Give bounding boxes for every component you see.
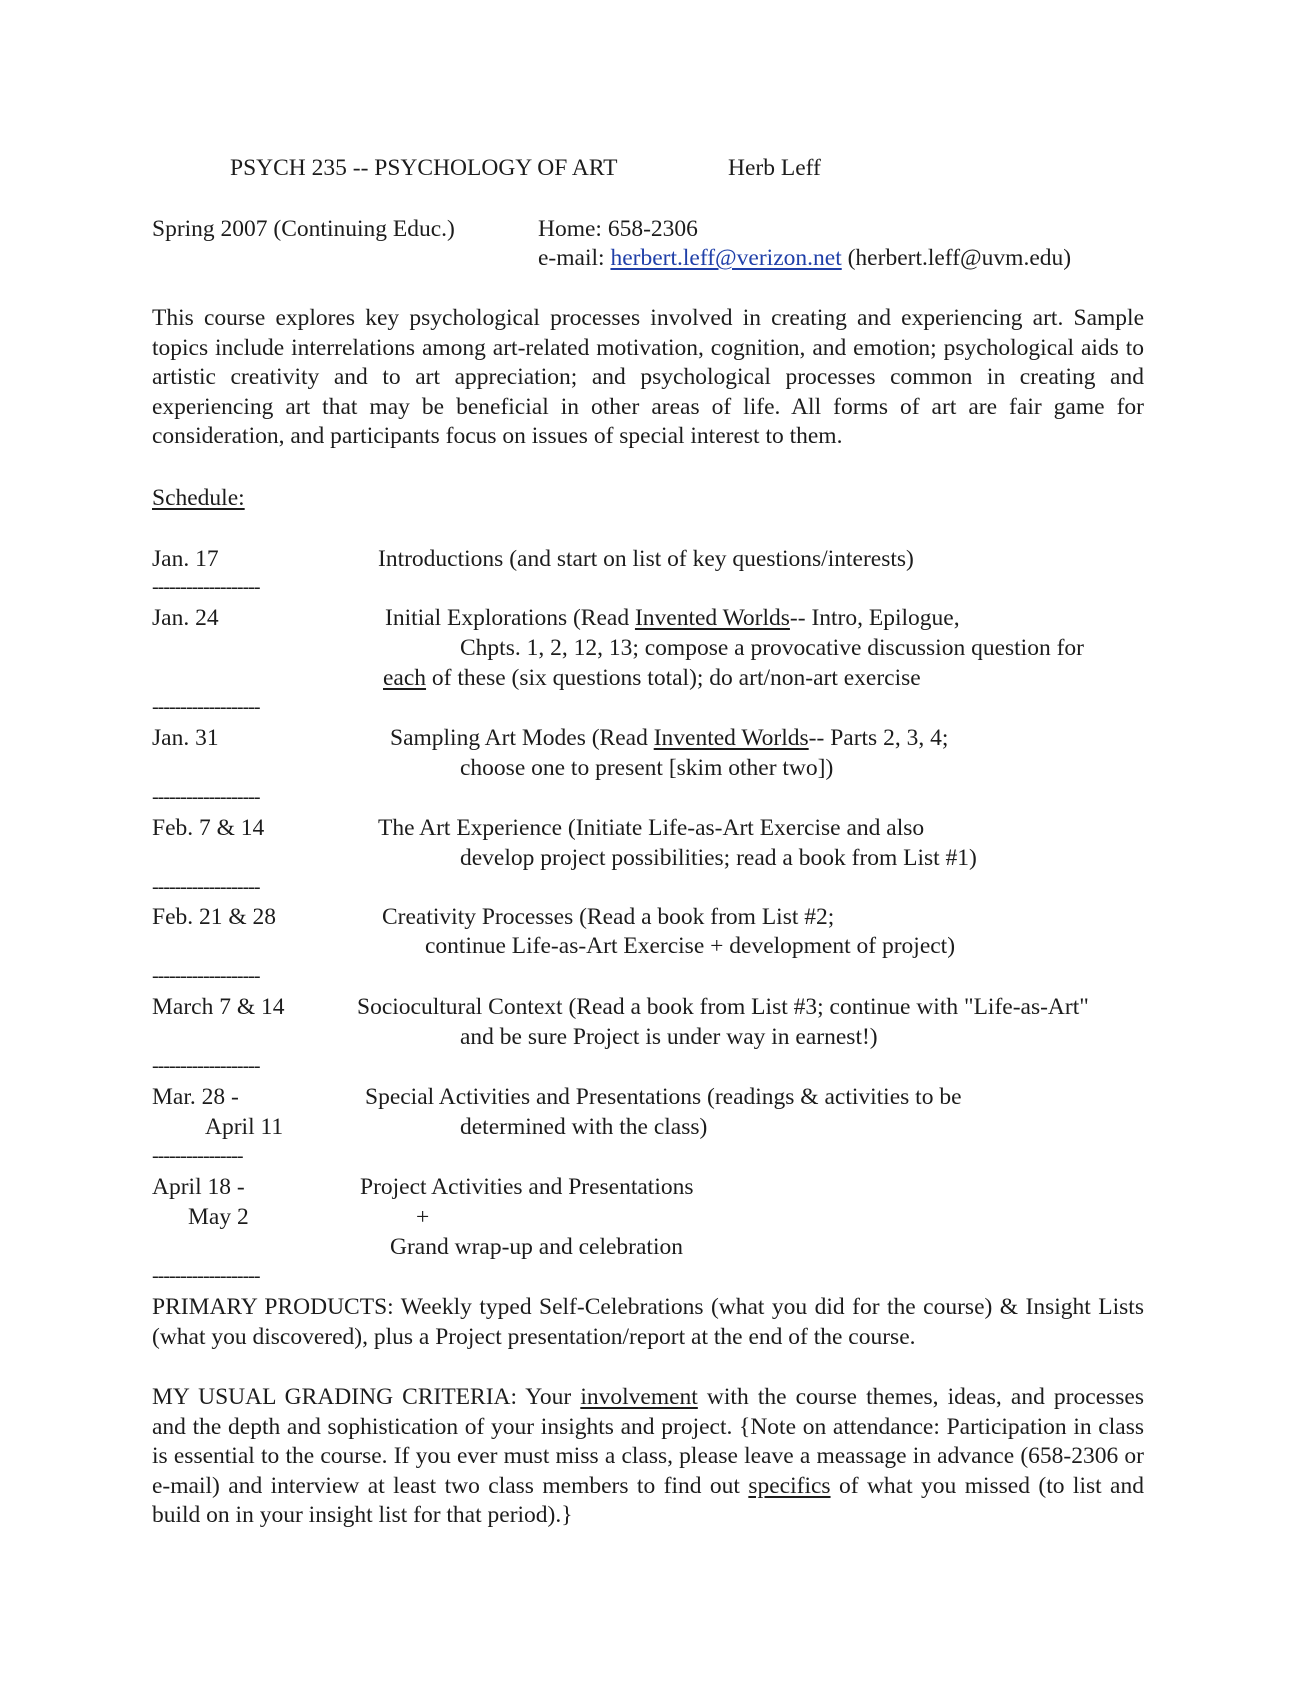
schedule-detail bbox=[383, 664, 921, 694]
schedule-date: Feb. 21 & 28 bbox=[152, 904, 277, 930]
schedule-topic: Special Activities and Presentations (readings & activities to be bbox=[365, 1084, 962, 1110]
home-phone: Home: 658-2306 bbox=[538, 216, 698, 242]
email-link[interactable]: herbert.leff@verizon.net bbox=[610, 245, 842, 271]
course-description: This course explores key psychological processes involved in creating and experiencing art. Sample topics include interrelations among art-related motivation, cognition, and emotion; psychological aids to artistic creativity and to art appreciation; and psychological processes common in creating and experiencing art that may be beneficial in other areas of life. All forms of art are fair game for consideration, and participants focus on issues of special interest to them. bbox=[152, 305, 1144, 449]
schedule-date: April 18 - bbox=[152, 1174, 245, 1200]
emphasis-specifics: specifics bbox=[748, 1472, 831, 1499]
schedule-detail: determined with the class) bbox=[460, 1114, 708, 1140]
email-alt: (herbert.leff@uvm.edu) bbox=[841, 245, 1072, 271]
schedule-divider: ------------------- bbox=[152, 576, 260, 598]
schedule-detail: continue Life-as-Art Exercise + development of project) bbox=[425, 933, 956, 959]
schedule-topic: The Art Experience (Initiate Life-as-Art Exercise and also bbox=[378, 815, 925, 841]
grading-text: of what you missed (to list and build on in your insight list for that period).} bbox=[152, 1472, 1144, 1528]
schedule-detail: choose one to present [skim other two]) bbox=[460, 755, 834, 781]
schedule-divider: ---------------- bbox=[152, 1145, 243, 1167]
book-title: Invented Worlds bbox=[634, 605, 790, 631]
primary-products: PRIMARY PRODUCTS: Weekly typed Self-Celebrations (what you did for the course) & Insight Lists (what you discovered), plus a Project presentation/report at the end of the course. bbox=[152, 1294, 1144, 1350]
topic-text: -- Intro, Epilogue, bbox=[789, 605, 960, 631]
schedule-divider: ------------------- bbox=[152, 696, 260, 718]
course-title: PSYCH 235 -- PSYCHOLOGY OF ART bbox=[230, 155, 618, 181]
schedule-divider: ------------------- bbox=[152, 786, 260, 808]
topic-text: of these (six questions total); do art/non-art exercise bbox=[426, 665, 921, 691]
schedule-date: Feb. 7 & 14 bbox=[152, 815, 265, 841]
schedule-divider: ------------------- bbox=[152, 1265, 260, 1287]
schedule-date: Jan. 17 bbox=[152, 546, 219, 572]
schedule-plus: + bbox=[416, 1204, 430, 1230]
schedule-divider: ------------------- bbox=[152, 965, 260, 987]
book-title: Invented Worlds bbox=[653, 725, 809, 751]
schedule-detail: develop project possibilities; read a book from List #1) bbox=[460, 845, 977, 871]
schedule-heading: Schedule: bbox=[152, 485, 245, 511]
schedule-topic: Project Activities and Presentations bbox=[360, 1174, 694, 1200]
schedule-date: Mar. 28 - bbox=[152, 1084, 239, 1110]
schedule-topic: Creativity Processes (Read a book from List #2; bbox=[382, 904, 835, 930]
schedule-topic: Sociocultural Context (Read a book from List #3; continue with "Life-as-Art" bbox=[357, 994, 1089, 1020]
topic-text: Sampling Art Modes (Read bbox=[390, 725, 654, 751]
schedule-date: Jan. 24 bbox=[152, 605, 219, 631]
schedule-detail: Grand wrap-up and celebration bbox=[390, 1234, 683, 1260]
schedule-date-end: April 11 bbox=[205, 1114, 284, 1140]
schedule-date: Jan. 31 bbox=[152, 725, 219, 751]
instructor-name: Herb Leff bbox=[728, 155, 821, 181]
email-line bbox=[538, 244, 1071, 274]
schedule-divider: ------------------- bbox=[152, 1055, 260, 1077]
schedule-topic bbox=[390, 724, 948, 754]
schedule-date-end: May 2 bbox=[188, 1204, 249, 1230]
emphasis-each: each bbox=[383, 665, 427, 691]
schedule-detail: Chpts. 1, 2, 12, 13; compose a provocative discussion question for bbox=[460, 635, 1084, 661]
topic-text: -- Parts 2, 3, 4; bbox=[808, 725, 949, 751]
schedule-date: March 7 & 14 bbox=[152, 994, 285, 1020]
topic-text: Initial Explorations (Read bbox=[385, 605, 635, 631]
schedule-topic: Introductions (and start on list of key questions/interests) bbox=[378, 546, 914, 572]
schedule-topic bbox=[385, 604, 960, 634]
grading-text: MY USUAL GRADING CRITERIA: Your bbox=[152, 1384, 581, 1410]
grading-text: with the course themes, ideas, and processes and the depth and sophistication of your insights and project. {Note on attendance: Participation in class is essential to the course. If you ever must miss a class, please leave a meassage in advance (658-2306 or e-mail) and interview at least two class members to find out bbox=[152, 1384, 1144, 1499]
term-label: Spring 2007 (Continuing Educ.) bbox=[152, 216, 455, 242]
emphasis-involvement: involvement bbox=[580, 1384, 698, 1410]
schedule-detail: and be sure Project is under way in earnest!) bbox=[460, 1024, 878, 1050]
schedule-divider: ------------------- bbox=[152, 876, 260, 898]
email-label: e-mail: bbox=[538, 245, 611, 271]
grading-criteria bbox=[152, 1383, 1144, 1531]
